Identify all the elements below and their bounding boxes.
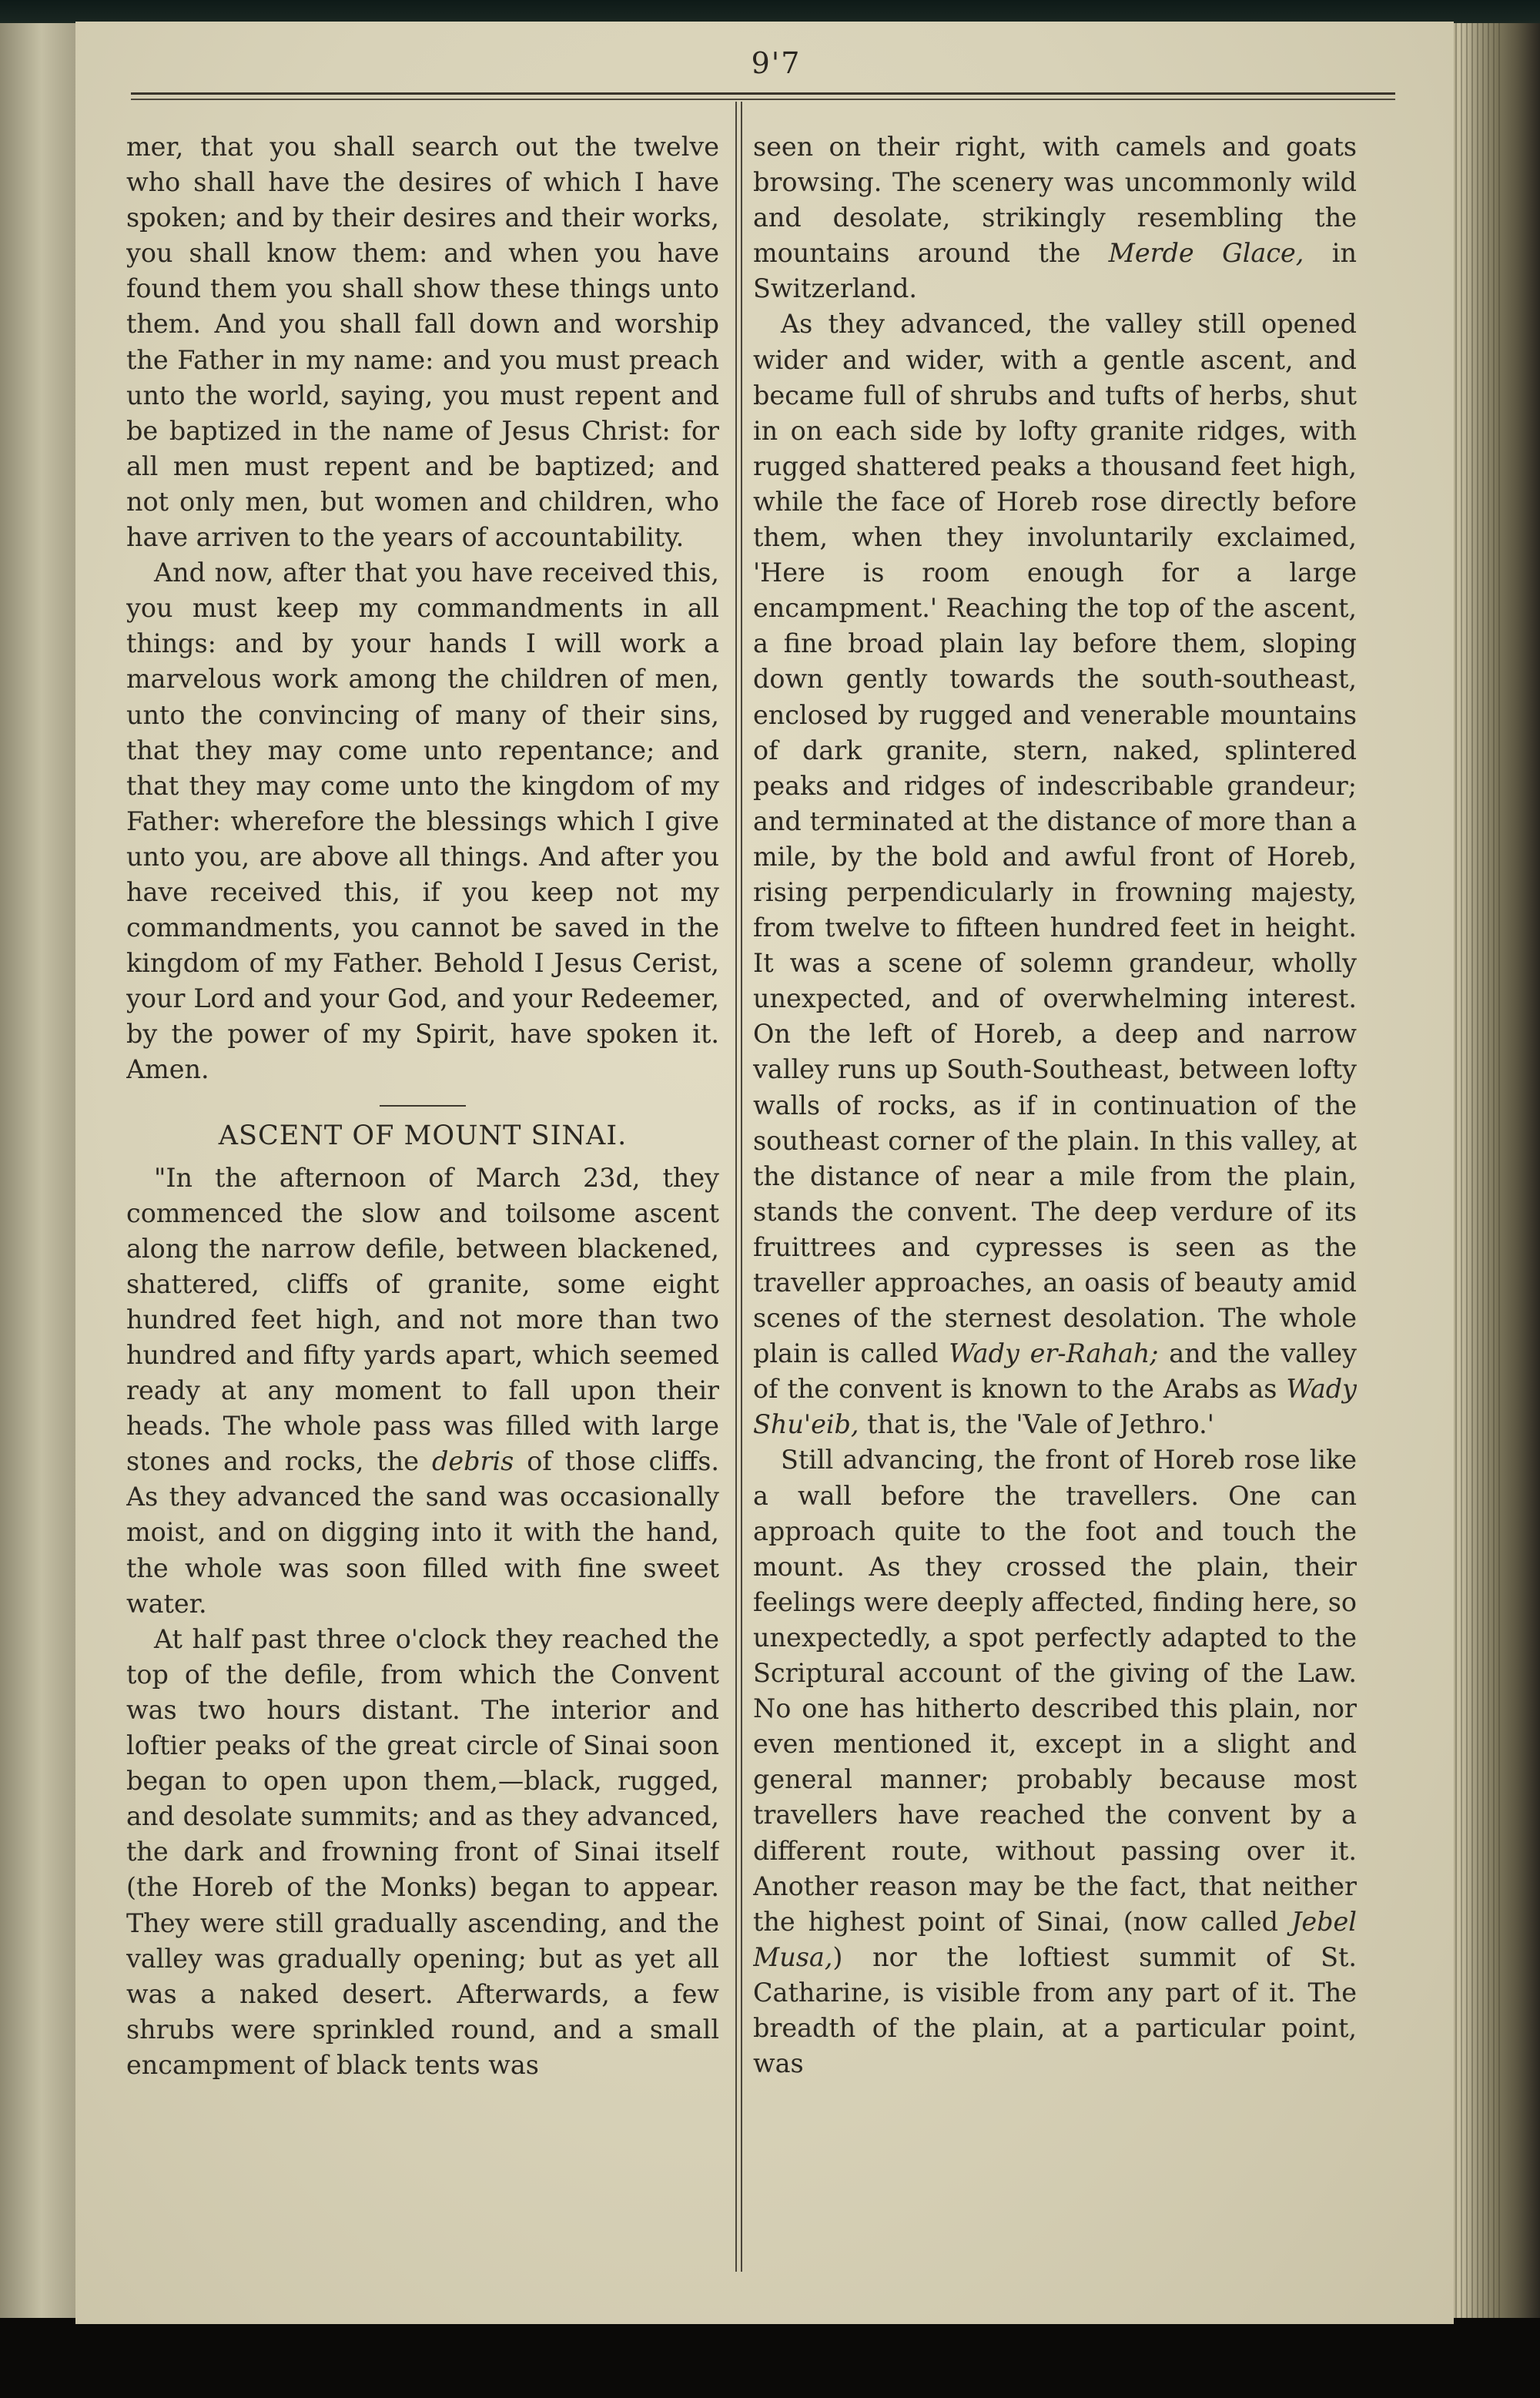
- book-page-stack: [1448, 23, 1540, 2322]
- paragraph: At half past three o'clock they reached the top of the defile, from which the Convent was two hours distant. The interior and loftier peaks of the great circle of Sinai soon began to open upon them,—black, rugged, and desolate summits; and as they advanced, the dark and frowning front of Sinai itself (the Horeb of the Monks) began to appear. They were still gradually ascending, and the valley was gradually opening; but as yet all was a naked desert. Afterwards, a few shrubs were sprinkled round, and a small encampment of black tents was: [126, 1623, 719, 2080]
- text-run: "In the afternoon of March 23d, they commenced the slow and toilsome ascent along the narrow defile, between blackened, shattered, cliffs of granite, some eight hundred feet high, and not more than two hundred and fifty yards apart, which seemed ready at any moment to fall upon their heads. The whole pass was filled with large stones and rocks, the: [126, 1162, 719, 1477]
- paragraph: And now, after that you have received this, you must keep my commandments in all things: and by your hands I will work a marvelous work among the children of men, unto the convincing of many of their sins, that they may come unto repentance; and that they may come unto the kingdom of my Father: wherefore the blessings which I give unto you, are above all things. And after you have received this, if you keep not my commandments, you cannot be saved in the kingdom of my Father. Behold I Jesus Cerist, your Lord and your God, and your Redeemer, by the power of my Spirit, have spoken it. Amen.: [126, 558, 719, 1085]
- section-heading: ASCENT OF MOUNT SINAI.: [218, 1120, 628, 1151]
- column-divider-second: [741, 102, 742, 2272]
- paragraph: [126, 1160, 719, 1622]
- page-number: 9'7: [751, 46, 802, 80]
- italic-term: Wady er-Rahah;: [949, 1338, 1159, 1369]
- text-run: of those cliffs. As they advanced the sand was occasionally moist, and on digging into it with the hand, the whole was soon filled with fine sweet water.: [126, 1446, 719, 1619]
- page-stack-lines: [1455, 23, 1502, 2322]
- italic-term: Merde Glace,: [1108, 238, 1304, 269]
- text-run: seen on their right, with camels and goats browsing. The scenery was uncommonly wild and desolate, strikingly resembling the mountains around the: [753, 132, 1357, 269]
- text-run: Still advancing, the front of Horeb rose like a wall before the travellers. One can approach quite to the foot and touch the mount. As they crossed the plain, their feelings were deeply affected, finding here, so unexpectedly, a spot perfectly adapted to the Scriptural account of the giving of the Law. No one has hitherto described this plain, nor even mentioned it, except in a slight and general manner; probably because most travellers have reached the convent by a different route, without passing over it. Another reason may be the fact, that neither the highest point of Sinai, (now called: [753, 1445, 1357, 1937]
- left-column: [126, 129, 719, 2278]
- paragraph: [753, 306, 1357, 1442]
- paragraph: [753, 129, 1357, 306]
- scan-bottom-edge: [0, 2318, 1540, 2398]
- text-run: in Switzerland.: [753, 238, 1357, 304]
- facing-page-edge: [0, 23, 78, 2322]
- header-rule-thick: [131, 92, 1395, 95]
- header-rule-thin: [131, 99, 1395, 100]
- column-divider: [735, 102, 737, 2272]
- text-run: and the valley of the convent is known to the Arabs as: [753, 1338, 1357, 1405]
- paragraph: [753, 1442, 1357, 2082]
- italic-term: Jebel Musa,: [753, 1906, 1357, 1972]
- text-run: that is, the 'Vale of Jethro.': [859, 1409, 1214, 1440]
- italic-term: debris: [432, 1446, 514, 1477]
- text-run: ) nor the loftiest summit of St. Catharine, is visible from any part of it. The breadth of the plain, at a particular point, was: [753, 1941, 1357, 2079]
- italic-term: Wady Shu'eib,: [753, 1374, 1357, 1440]
- book-page: [75, 22, 1454, 2324]
- text-run: As they advanced, the valley still opened wider and wider, with a gentle ascent, and became full of shrubs and tufts of herbs, shut in on each side by lofty granite ridges, with rugged shattered peaks a thousand feet high, while the face of Horeb rose directly before them, when they involuntarily exclaimed, 'Here is room enough for a large encampment.' Reaching the top of the ascent, a fine broad plain lay before them, sloping down gently towards the south-southeast, enclosed by rugged and venerable mountains of dark granite, stern, naked, splintered peaks and ridges of indescribable grandeur; and terminated at the distance of more than a mile, by the bold and awful front of Horeb, rising perpendicularly in frowning majesty, from twelve to fifteen hundred feet in height. It was a scene of solemn grandeur, wholly unexpected, and of overwhelming interest. On the left of Horeb, a deep and narrow valley runs up South-Southeast, between lofty walls of rocks, as if in continuation of the southeast corner of the plain. In this valley, at the distance of near a mile from the plain, stands the convent. The deep verdure of its fruittrees and cypresses is seen as the traveller approaches, an oasis of beauty amid scenes of the sternest desolation. The whole plain is called: [753, 309, 1357, 1369]
- paragraph: mer, that you shall search out the twelve who shall have the desires of which I have spoken; and by their desires and their works, you shall know them: and when you have found them you shall show these things unto them. And you shall fall down and worship the Father in my name: and you must preach unto the world, saying, you must repent and be baptized in the name of Jesus Christ: for all men must repent and be baptized; and not only men, but women and children, who have arriven to the years of accountability.: [126, 132, 719, 553]
- section-divider: [380, 1105, 466, 1107]
- right-column: [753, 129, 1357, 2278]
